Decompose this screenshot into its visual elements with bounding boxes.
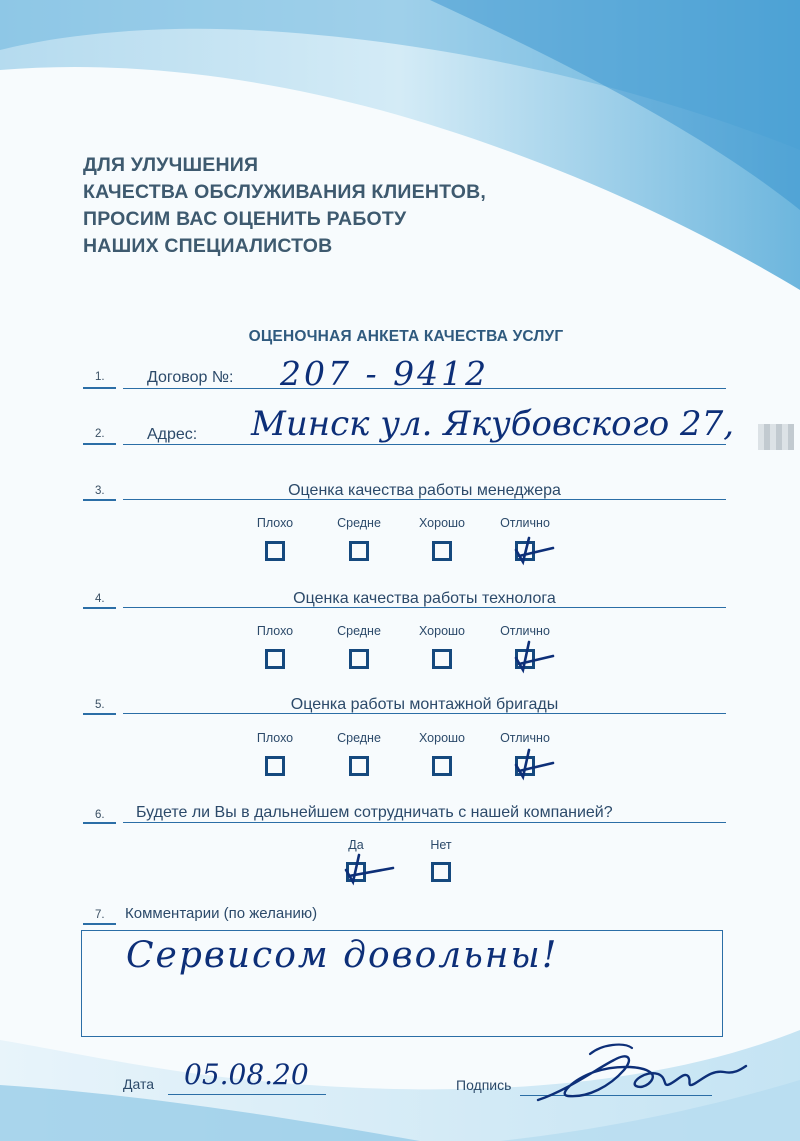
question-label: Оценка качества работы технолога xyxy=(293,590,556,607)
checkmark-icon xyxy=(511,742,557,784)
number-rule xyxy=(83,822,116,824)
comments-label: Комментарии (по желанию) xyxy=(125,905,318,922)
address-value[interactable]: Минск ул. Якубовского 27, xyxy=(251,404,735,444)
comments-value[interactable]: Сервисом довольны! xyxy=(126,935,559,976)
checkbox-icon[interactable] xyxy=(349,756,369,776)
checkbox-icon[interactable] xyxy=(349,541,369,561)
signature-icon xyxy=(528,1040,754,1110)
question-line xyxy=(123,499,726,500)
form-title: ОЦЕНОЧНАЯ АНКЕТА КАЧЕСТВА УСЛУГ xyxy=(248,328,564,345)
option-label: Плохо xyxy=(256,516,294,530)
question-line xyxy=(123,713,726,714)
number-rule xyxy=(83,443,116,445)
option-label: Плохо xyxy=(256,731,294,745)
item-number: 5. xyxy=(95,699,105,711)
future-cooperation xyxy=(83,802,726,892)
header-line: ПРОСИМ ВАС ОЦЕНИТЬ РАБОТУ xyxy=(83,208,407,230)
option-label: Отлично xyxy=(500,516,550,530)
item-number: 4. xyxy=(95,593,105,605)
item-number: 1. xyxy=(95,371,105,383)
checkbox-icon[interactable] xyxy=(431,862,451,882)
option-label: Отлично xyxy=(500,731,550,745)
option-label: Да xyxy=(348,838,364,852)
checkbox-icon[interactable] xyxy=(432,756,452,776)
option-label: Хорошо xyxy=(418,731,466,745)
rating-technologist xyxy=(83,588,726,688)
item-number: 7. xyxy=(95,909,105,921)
option-label: Нет xyxy=(430,838,452,852)
checkbox-icon[interactable] xyxy=(432,649,452,669)
number-rule xyxy=(83,713,116,715)
checkmark-icon xyxy=(511,634,557,676)
item-number: 6. xyxy=(95,809,105,821)
date-line xyxy=(168,1094,326,1095)
checkbox-icon[interactable] xyxy=(265,756,285,776)
date-label: Дата xyxy=(123,1076,155,1092)
address-label: Адрес: xyxy=(147,426,198,443)
checkbox-icon[interactable] xyxy=(349,649,369,669)
item-number: 3. xyxy=(95,485,105,497)
address-line xyxy=(123,444,726,445)
header-line: НАШИХ СПЕЦИАЛИСТОВ xyxy=(83,235,333,257)
number-rule xyxy=(83,387,116,389)
signature-label: Подпись xyxy=(456,1077,512,1093)
contract-label: Договор №: xyxy=(147,369,234,386)
checkbox-icon[interactable] xyxy=(432,541,452,561)
option-label: Средне xyxy=(337,731,381,745)
checkbox-icon[interactable] xyxy=(265,649,285,669)
option-label: Хорошо xyxy=(418,516,466,530)
question-line xyxy=(123,822,726,823)
option-label: Отлично xyxy=(500,624,550,638)
option-label: Хорошо xyxy=(418,624,466,638)
redacted-area xyxy=(758,424,794,450)
item-number: 2. xyxy=(95,428,105,440)
number-rule xyxy=(83,499,116,501)
number-rule xyxy=(83,923,116,925)
date-value[interactable]: 05.08.20 xyxy=(184,1058,309,1091)
number-rule xyxy=(83,607,116,609)
form-header xyxy=(83,152,486,260)
question-label: Оценка работы монтажной бригады xyxy=(290,696,559,713)
option-label: Средне xyxy=(337,624,381,638)
comments-field[interactable] xyxy=(81,930,723,1037)
header-line: ДЛЯ УЛУЧШЕНИЯ xyxy=(83,154,259,176)
contract-value[interactable]: 207 - 9412 xyxy=(280,354,490,393)
header-line: КАЧЕСТВА ОБСЛУЖИВАНИЯ КЛИЕНТОВ, xyxy=(83,181,487,203)
address-row xyxy=(83,404,735,448)
question-label: Оценка качества работы менеджера xyxy=(288,482,561,499)
question-label: Будете ли Вы в дальнейшем сотрудничать с нашей компанией? xyxy=(136,804,613,821)
checkbox-icon[interactable] xyxy=(265,541,285,561)
contract-row xyxy=(83,354,726,393)
checkmark-icon xyxy=(511,528,557,568)
checkmark-icon xyxy=(341,848,397,890)
rating-manager xyxy=(83,478,726,578)
question-line xyxy=(123,607,726,608)
rating-installers xyxy=(83,694,726,794)
option-label: Плохо xyxy=(256,624,294,638)
option-label: Средне xyxy=(337,516,381,530)
